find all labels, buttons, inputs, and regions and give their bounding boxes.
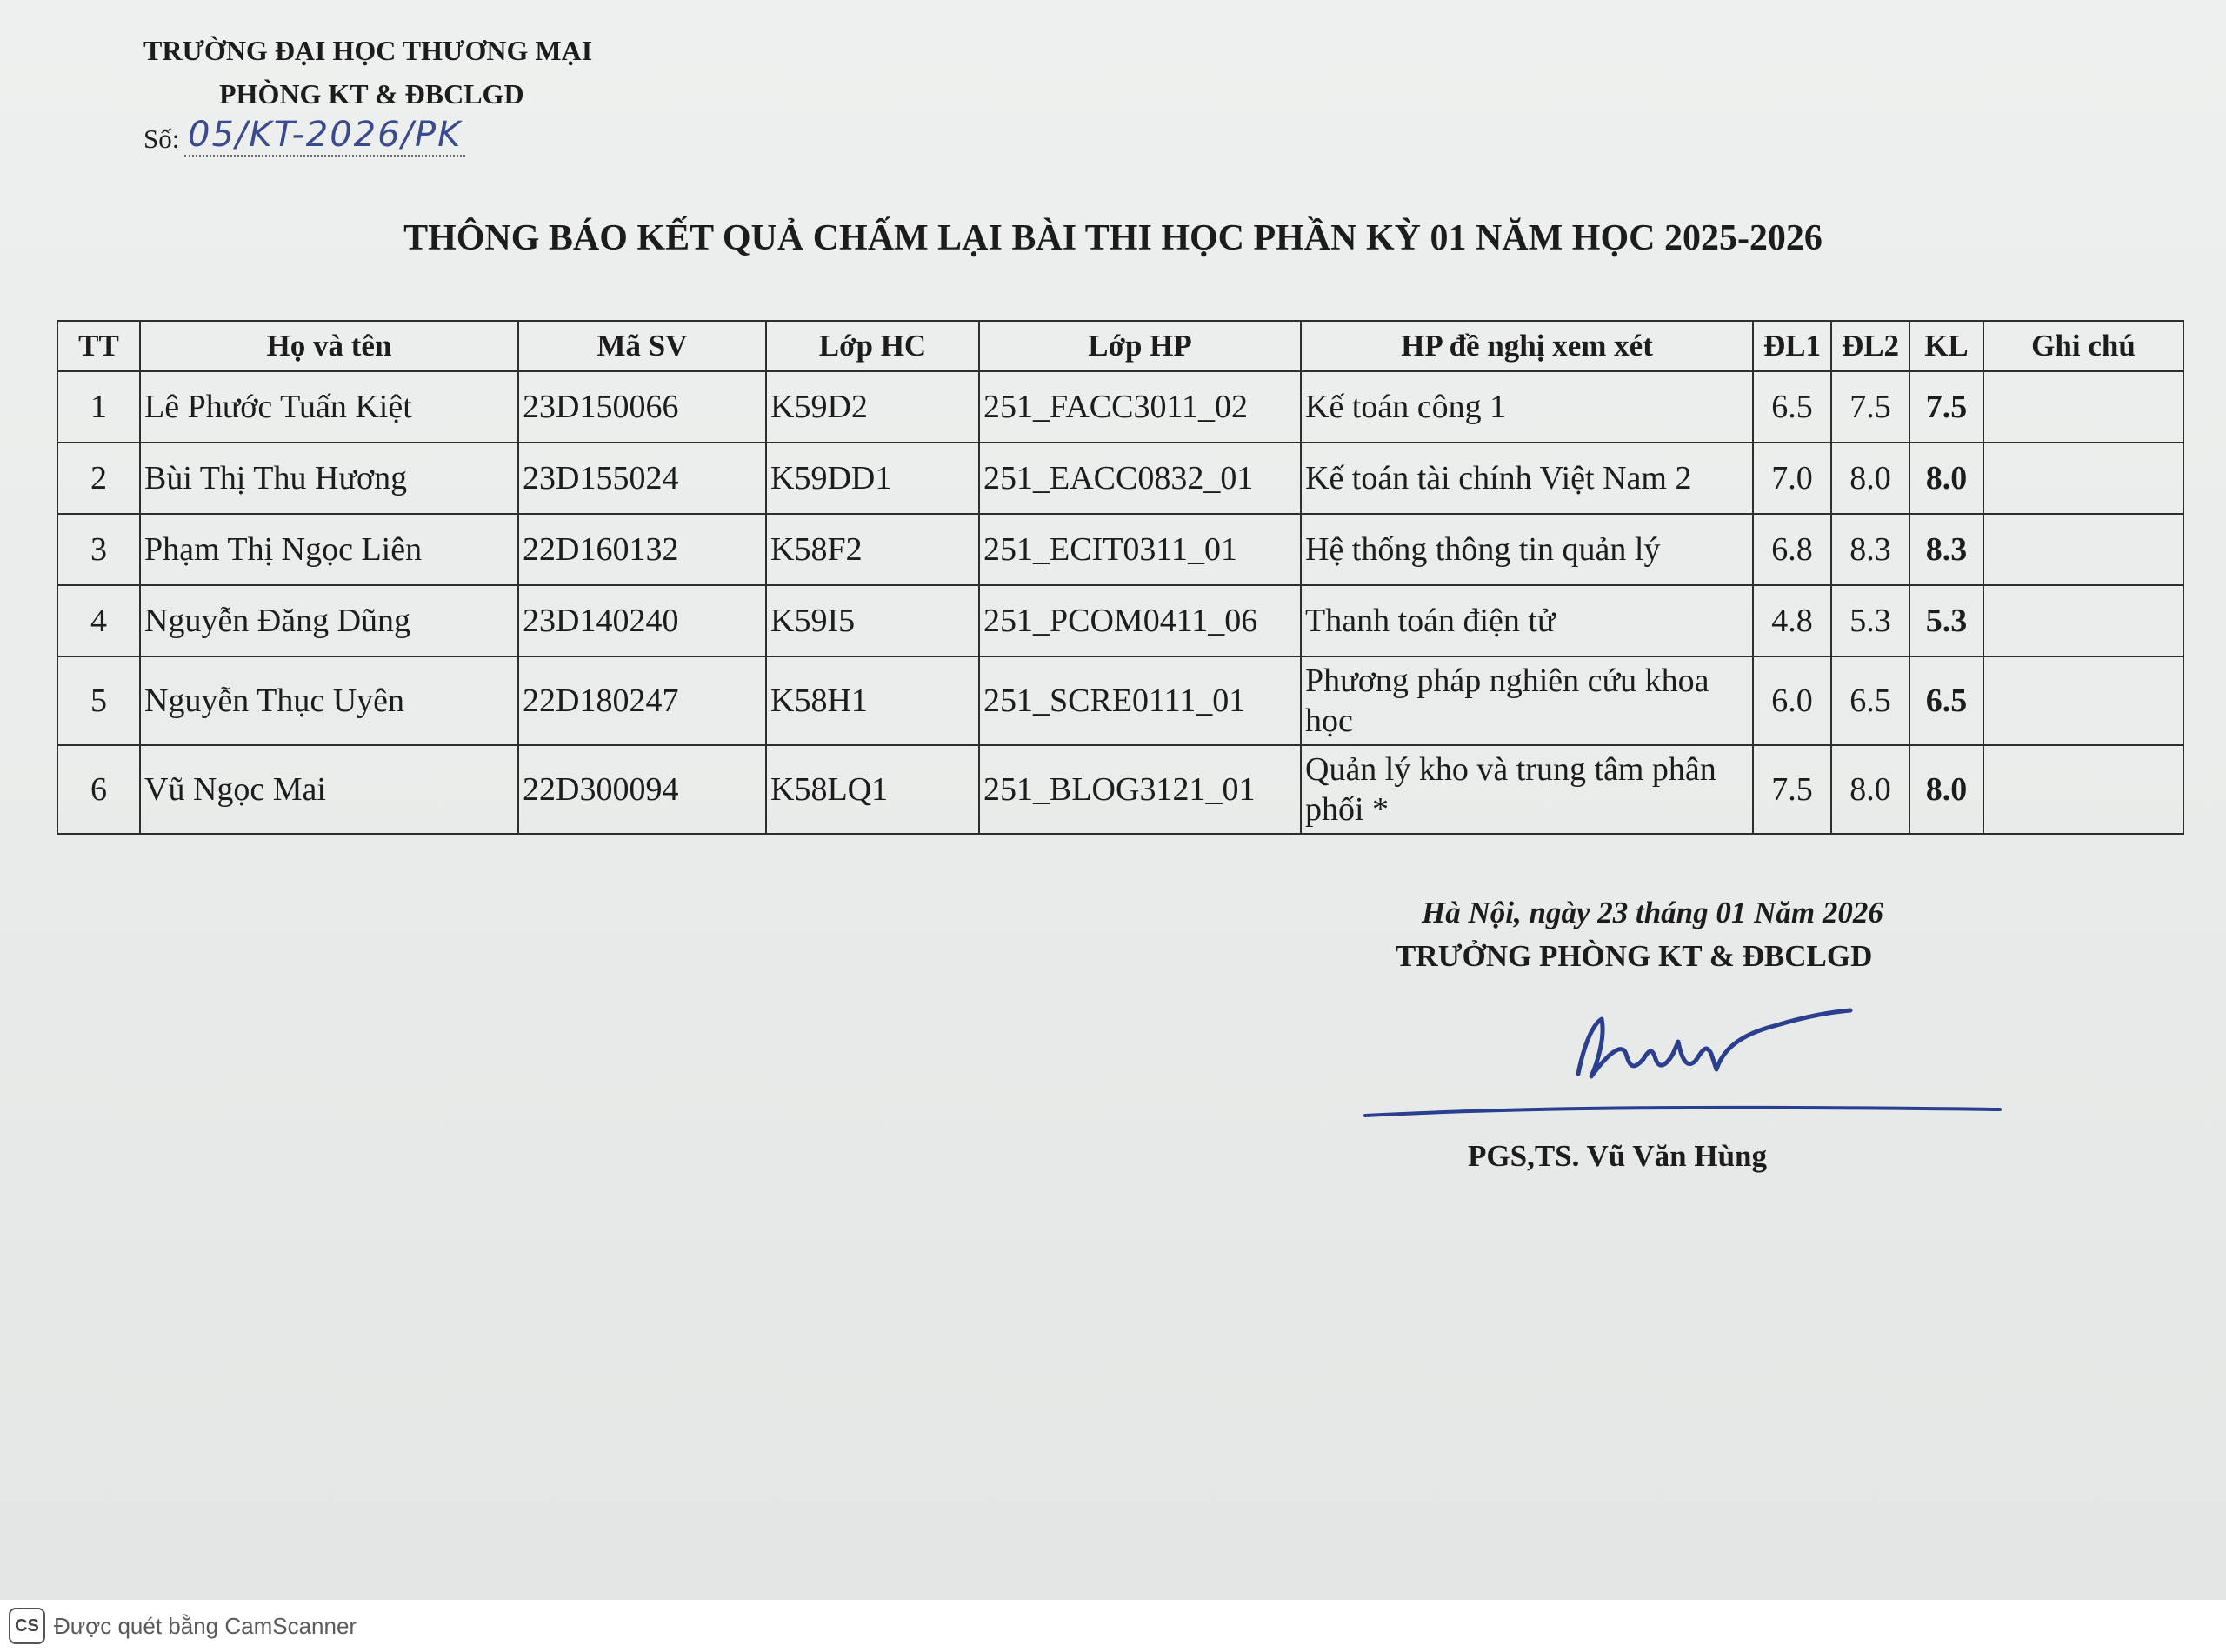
camscanner-icon: CS xyxy=(9,1608,45,1644)
cell-dl2: 5.3 xyxy=(1831,585,1909,656)
cell-student-id: 22D180247 xyxy=(518,656,766,745)
signing-date: Hà Nội, ngày 23 tháng 01 Năm 2026 xyxy=(1422,896,1883,929)
cell-notes xyxy=(1983,745,2183,834)
table-row xyxy=(57,371,2183,443)
department-name: PHÒNG KT & ĐBCLGD xyxy=(219,78,524,110)
cell-course: Quản lý kho và trung tâm phân phối * xyxy=(1301,745,1753,834)
cell-notes xyxy=(1983,443,2183,514)
col-header-course-class: Lớp HP xyxy=(979,321,1301,371)
scanner-watermark xyxy=(9,1609,357,1643)
cell-student-id: 22D160132 xyxy=(518,514,766,585)
cell-admin-class: K58F2 xyxy=(766,514,979,585)
cell-kl: 8.0 xyxy=(1909,745,1983,834)
cell-dl1: 6.8 xyxy=(1753,514,1831,585)
university-name: TRƯỜNG ĐẠI HỌC THƯƠNG MẠI xyxy=(143,35,593,66)
cell-course-class: 251_FACC3011_02 xyxy=(979,371,1301,443)
cell-student-id: 23D150066 xyxy=(518,371,766,443)
scanner-watermark-text: Được quét bằng CamScanner xyxy=(54,1612,357,1639)
cell-student-id: 23D140240 xyxy=(518,585,766,656)
handwritten-signature xyxy=(1356,974,2017,1130)
cell-student-id: 22D300094 xyxy=(518,745,766,834)
cell-dl2: 7.5 xyxy=(1831,371,1909,443)
cell-name: Vũ Ngọc Mai xyxy=(140,745,518,834)
cell-dl1: 6.0 xyxy=(1753,656,1831,745)
cell-dl1: 7.0 xyxy=(1753,443,1831,514)
col-header-kl: KL xyxy=(1909,321,1983,371)
cell-admin-class: K59D2 xyxy=(766,371,979,443)
cell-tt: 4 xyxy=(57,585,140,656)
cell-notes xyxy=(1983,585,2183,656)
cell-dl2: 8.0 xyxy=(1831,443,1909,514)
col-header-tt: TT xyxy=(57,321,140,371)
cell-course: Phương pháp nghiên cứu khoa học xyxy=(1301,656,1753,745)
document-title: THÔNG BÁO KẾT QUẢ CHẤM LẠI BÀI THI HỌC PHẦN KỲ 01 NĂM HỌC 2025-2026 xyxy=(403,218,1823,258)
table-row xyxy=(57,745,2183,834)
cell-tt: 6 xyxy=(57,745,140,834)
cell-admin-class: K59I5 xyxy=(766,585,979,656)
cell-tt: 3 xyxy=(57,514,140,585)
cell-notes xyxy=(1983,656,2183,745)
cell-name: Bùi Thị Thu Hương xyxy=(140,443,518,514)
cell-name: Nguyễn Thục Uyên xyxy=(140,656,518,745)
cell-course-class: 251_PCOM0411_06 xyxy=(979,585,1301,656)
cell-course: Hệ thống thông tin quản lý xyxy=(1301,514,1753,585)
table-row xyxy=(57,443,2183,514)
signatory-name: PGS,TS. Vũ Văn Hùng xyxy=(1468,1139,1768,1173)
cell-name: Lê Phước Tuấn Kiệt xyxy=(140,371,518,443)
cell-kl: 7.5 xyxy=(1909,371,1983,443)
col-header-student-id: Mã SV xyxy=(518,321,766,371)
col-header-name: Họ và tên xyxy=(140,321,518,371)
cell-admin-class: K58H1 xyxy=(766,656,979,745)
cell-course-class: 251_EACC0832_01 xyxy=(979,443,1301,514)
cell-tt: 5 xyxy=(57,656,140,745)
cell-notes xyxy=(1983,514,2183,585)
cell-kl: 8.0 xyxy=(1909,443,1983,514)
cell-dl1: 6.5 xyxy=(1753,371,1831,443)
cell-course: Kế toán công 1 xyxy=(1301,371,1753,443)
table-row xyxy=(57,514,2183,585)
cell-tt: 2 xyxy=(57,443,140,514)
cell-admin-class: K58LQ1 xyxy=(766,745,979,834)
results-table xyxy=(57,320,2184,835)
cell-dl2: 8.3 xyxy=(1831,514,1909,585)
cell-kl: 5.3 xyxy=(1909,585,1983,656)
cell-admin-class: K59DD1 xyxy=(766,443,979,514)
col-header-dl2: ĐL2 xyxy=(1831,321,1909,371)
col-header-dl1: ĐL1 xyxy=(1753,321,1831,371)
signatory-title: TRƯỞNG PHÒNG KT & ĐBCLGD xyxy=(1396,939,1873,973)
table-row xyxy=(57,656,2183,745)
cell-course-class: 251_SCRE0111_01 xyxy=(979,656,1301,745)
cell-name: Nguyễn Đăng Dũng xyxy=(140,585,518,656)
cell-course-class: 251_ECIT0311_01 xyxy=(979,514,1301,585)
cell-student-id: 23D155024 xyxy=(518,443,766,514)
cell-notes xyxy=(1983,371,2183,443)
table-row xyxy=(57,585,2183,656)
cell-course: Thanh toán điện tử xyxy=(1301,585,1753,656)
table-header-row xyxy=(57,321,2183,371)
cell-course: Kế toán tài chính Việt Nam 2 xyxy=(1301,443,1753,514)
col-header-course: HP đề nghị xem xét xyxy=(1301,321,1753,371)
reference-number: 05/KT-2026/PK xyxy=(184,115,465,157)
cell-tt: 1 xyxy=(57,371,140,443)
cell-dl1: 7.5 xyxy=(1753,745,1831,834)
cell-dl2: 6.5 xyxy=(1831,656,1909,745)
cell-course-class: 251_BLOG3121_01 xyxy=(979,745,1301,834)
cell-name: Phạm Thị Ngọc Liên xyxy=(140,514,518,585)
col-header-admin-class: Lớp HC xyxy=(766,321,979,371)
reference-label: Số: xyxy=(143,123,180,154)
cell-dl2: 8.0 xyxy=(1831,745,1909,834)
cell-kl: 8.3 xyxy=(1909,514,1983,585)
col-header-notes: Ghi chú xyxy=(1983,321,2183,371)
cell-dl1: 4.8 xyxy=(1753,585,1831,656)
cell-kl: 6.5 xyxy=(1909,656,1983,745)
